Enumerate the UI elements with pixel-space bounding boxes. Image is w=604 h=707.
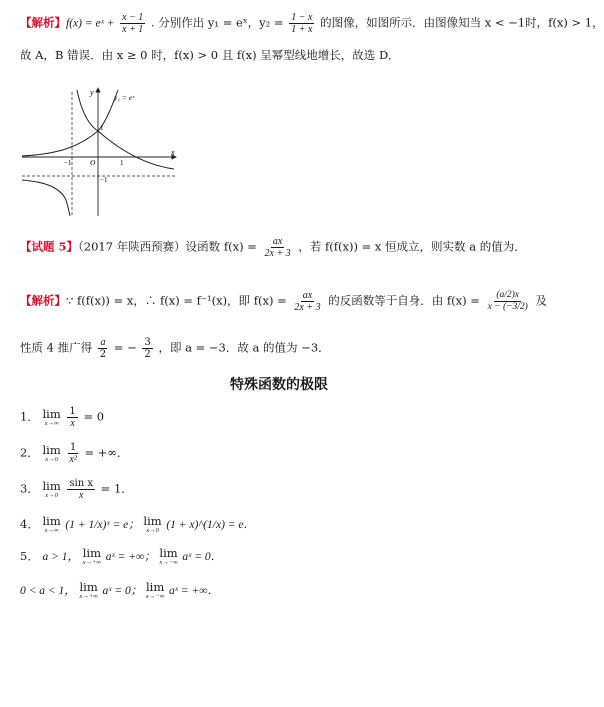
tick-1-x: 1 (120, 159, 124, 167)
limit-item-6: 0 < a < 1， lim x→+∞ aˣ = 0； lim x→−∞ aˣ = +∞． (20, 580, 219, 600)
curve-label: y₁ = eˣ (114, 93, 135, 102)
tick-neg1-y: −1 (100, 176, 108, 184)
analysis-1-line-2: 故 A，B 错误．由 x ≥ 0 时，f(x) > 0 且 f(x) 呈幂型线地增长，故选 D． (20, 48, 400, 62)
hyperbola-left-branch (22, 180, 70, 216)
problem-5: 【试题 5】（2017 年陕西预赛）设函数 f(x) = $\frac{ax}{2x + 3}$ ，若 f(f(x)) = x 恒成立，则实数 a 的值为． (20, 236, 526, 259)
problem-tag: 【试题 5】 (20, 239, 79, 254)
exp-curve (22, 90, 118, 156)
lim-operator: lim x→+∞ (79, 580, 98, 600)
analysis-2-line-1: 【解析】∵ f(f(x)) = x，∴ f(x) = f⁻¹(x)，即 f(x) = $\frac{ax}{2x + 3}$ 的反函数等于自身．由 f(x) = $\frac{(a/2)x}{x - (-3/2)}$ 及 (20, 290, 547, 313)
limit-item-5: 5． a > 1， lim x→+∞ aˣ = +∞； lim x→−∞ aˣ = 0． (20, 546, 223, 566)
analysis-2-line-2: 性质 4 推广得 $\frac{a}{2}$ = − $\frac{3}{2}$ ，即 a = −3．故 a 的值为 −3． (20, 337, 330, 360)
fraction: $\frac{1}{x}$ (69, 406, 76, 429)
lim-operator: lim x→0 (42, 478, 61, 499)
analysis-1-line-1: 【解析】f(x) = eˣ + $\frac{x - 1}{x + 1}$ . 分别作出 y₁ = eˣ，y₂ = $\frac{1 - x}{1 + x}$ 的图像，如图所示．由图像知当 x < −1时，f(x) > 1， (20, 12, 604, 35)
fraction: $\frac{3}{2}$ (144, 337, 151, 360)
tick-neg1-x: −1 (64, 159, 72, 167)
lim-operator: lim x→0 (143, 514, 162, 534)
tick-1-y: 1 (100, 124, 104, 132)
big-fraction: $\frac{(a/2)x}{x - (-3/2)}$ (487, 290, 528, 312)
limit-item-1: 1． lim x→∞ $\frac{1}{x}$ = 0 (20, 406, 105, 429)
fraction: $\frac{ax}{2x + 3}$ (294, 290, 321, 313)
lim-operator: lim x→∞ (42, 406, 61, 427)
fraction: $\frac{a}{2}$ (99, 337, 107, 360)
x-axis-label: x (171, 148, 175, 157)
fraction: $\frac{1 - x}{1 + x}$ (291, 12, 313, 35)
y-axis-label: y (90, 88, 94, 97)
lim-operator: lim x→∞ (42, 514, 61, 534)
analysis-tag: 【解析】 (20, 15, 66, 30)
limit-item-4: 4． lim x→∞ (1 + 1/x)ˣ = e； lim x→0 (1 + x)^(1/x) = e． (20, 514, 256, 534)
limit-item-2: 2． lim x→0 $\frac{1}{\text{x²}}$ = +∞． (20, 442, 129, 465)
fraction: $\frac{x - 1}{x + 1}$ (122, 12, 144, 35)
lim-operator: lim x→0 (42, 442, 61, 463)
limit-item-3: 3． lim x→0 $\frac{\text{sin x}}{x}$ = 1． (20, 478, 133, 501)
fraction: $\frac{1}{\text{x²}}$ (69, 442, 77, 465)
fraction: $\frac{ax}{2x + 3}$ (264, 236, 291, 259)
lim-operator: lim x→−∞ (159, 546, 178, 566)
origin-label: O (90, 158, 96, 167)
lim-operator: lim x→−∞ (145, 580, 165, 600)
function-graph (20, 84, 180, 218)
analysis-tag: 【解析】 (20, 293, 66, 308)
lim-operator: lim x→+∞ (82, 546, 102, 566)
section-title: 特殊函数的极限 (230, 377, 328, 393)
fraction: $\frac{\text{sin x}}{x}$ (69, 478, 93, 501)
